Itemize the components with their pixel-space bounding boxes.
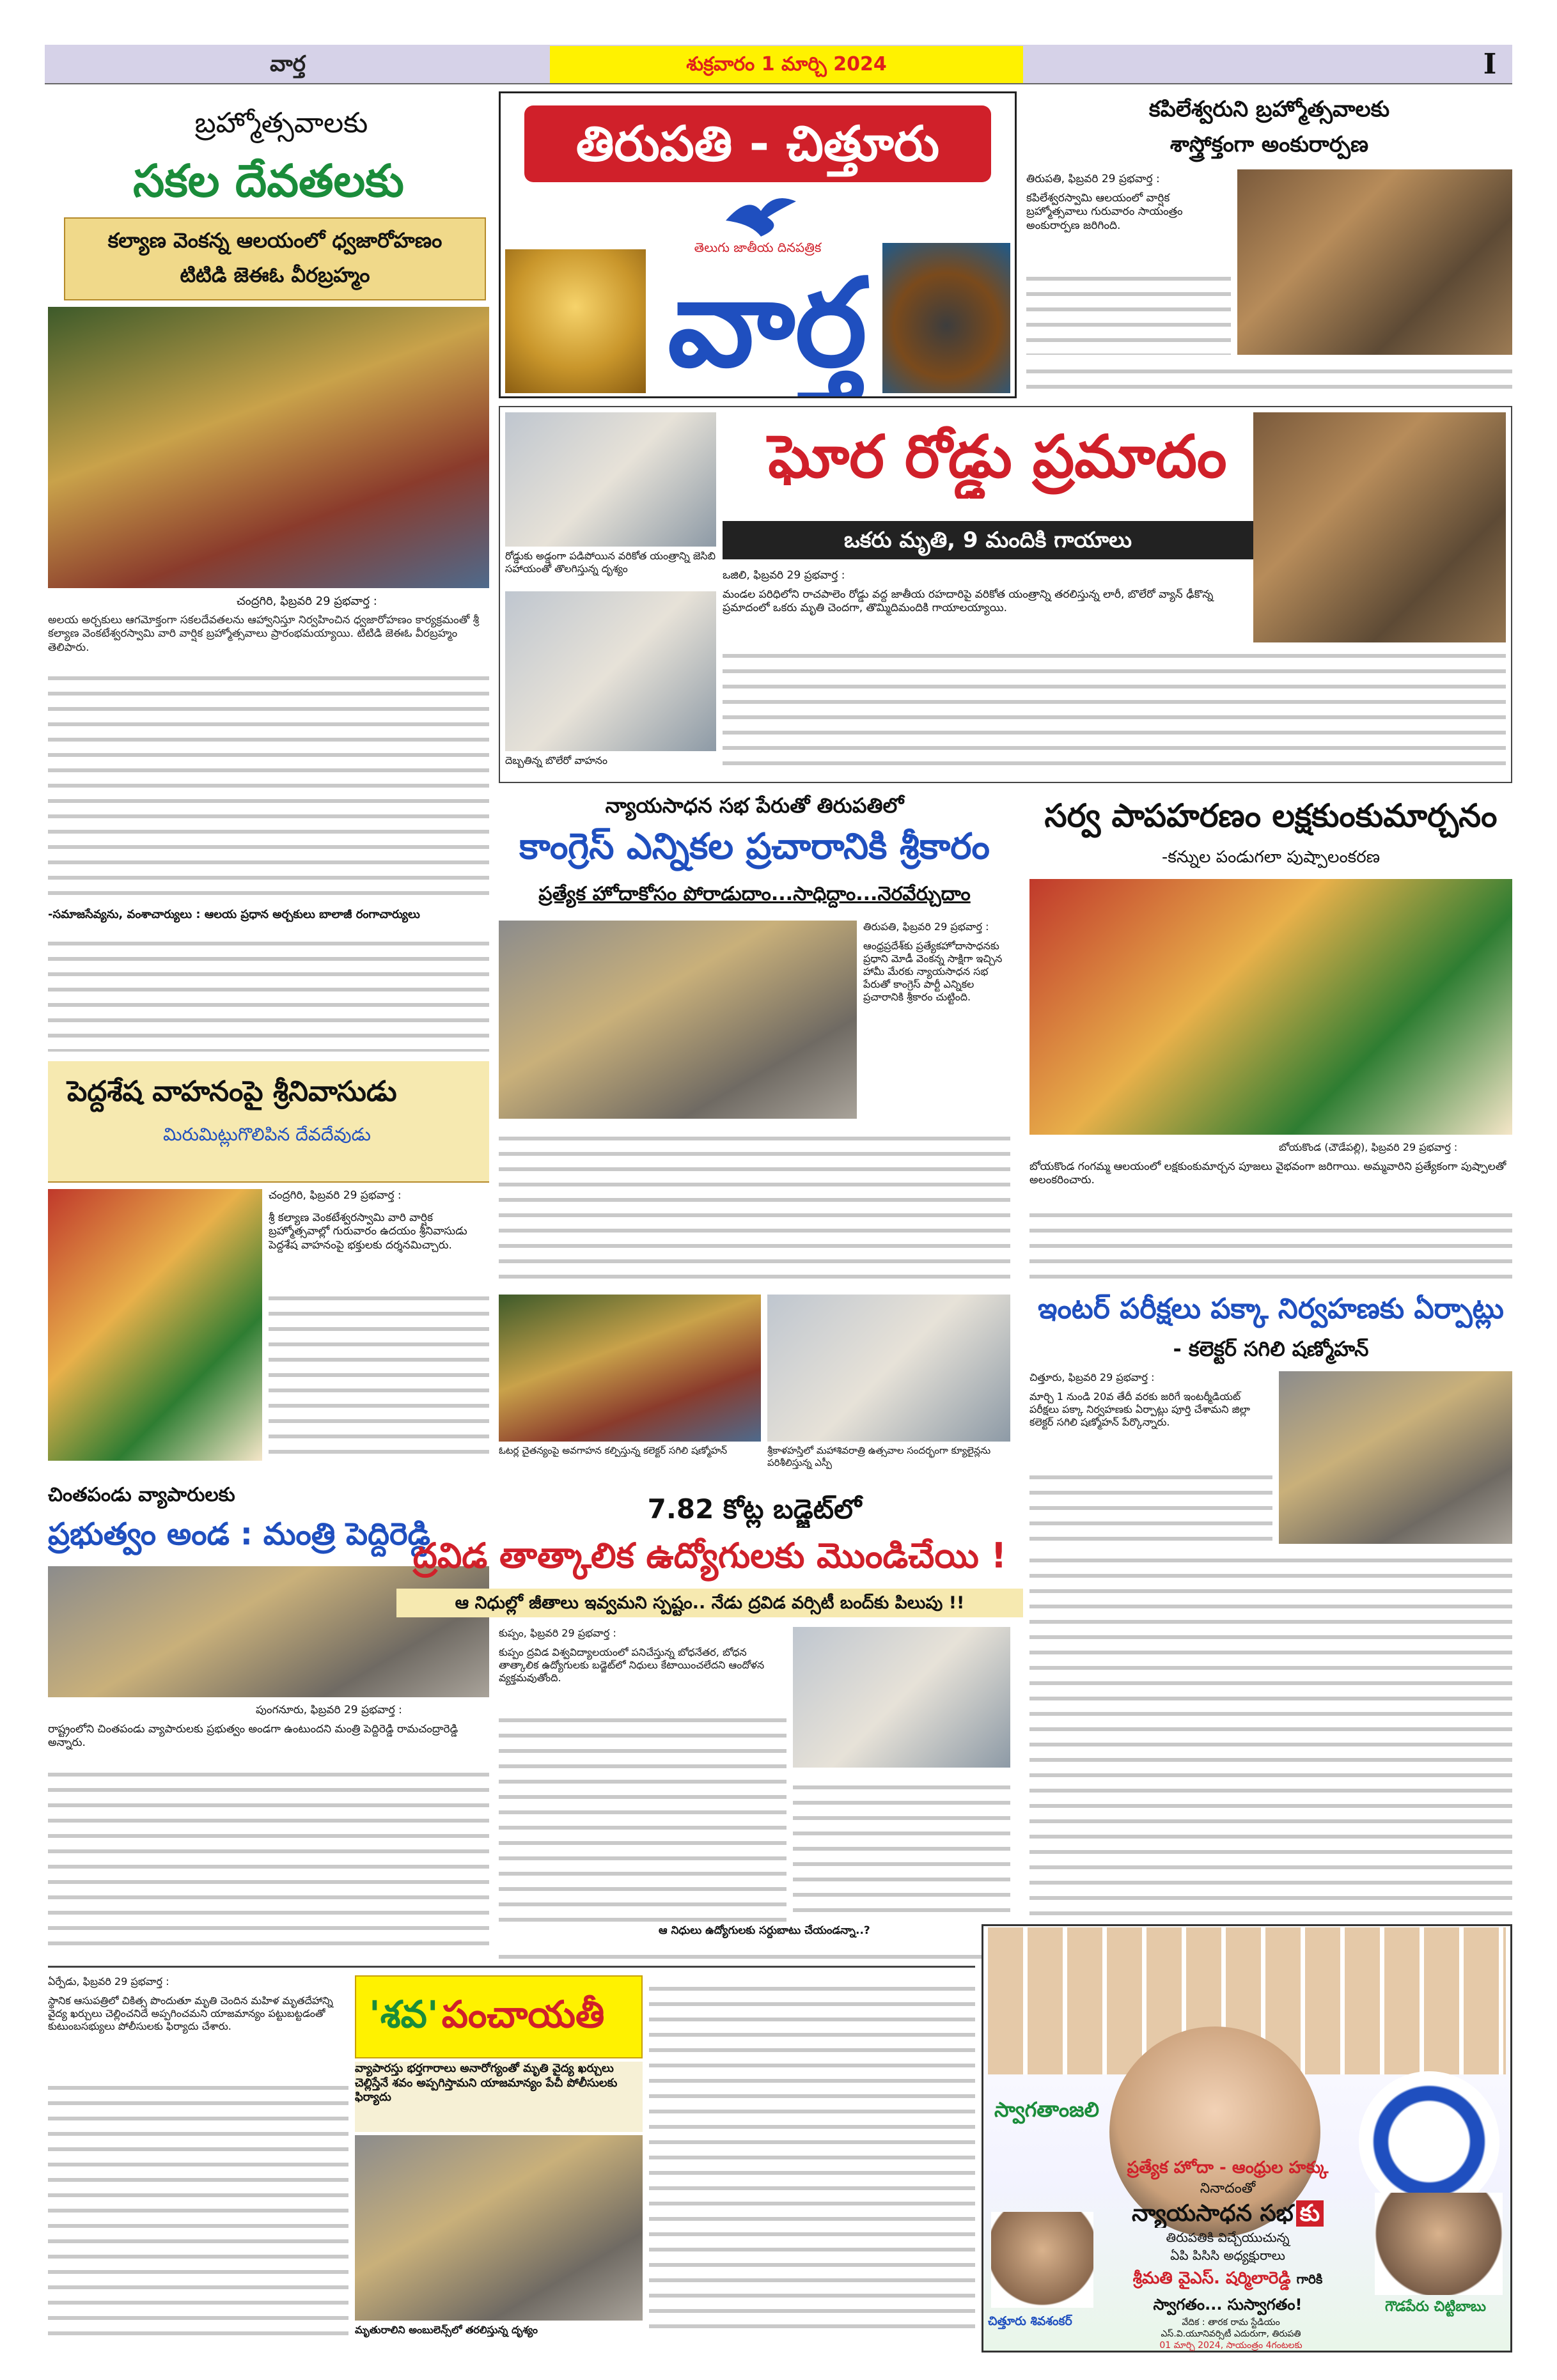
story2-dateline: చంద్రగిరి, ఫిబ్రవరి 29 ప్రభవార్త :: [269, 1189, 402, 1202]
story10-headline-a: 'శవ': [369, 1993, 439, 2036]
story9-body-placeholder: [499, 1707, 786, 1924]
story6-body: ఆంధ్రప్రదేశ్‌కు ప్రత్యేకహోదాసాధనకు ప్రధాని మోడీ వెంకన్న సాక్షిగా ఇచ్చిన హామీ మేరకు న్యాయసాధన సభ పేరుతో కాంగ్రెస్ పార్టీ ఎన్నికల ప్రచారానికి శ్రీకారం చుట్టింది.: [863, 940, 1003, 1003]
story1-subhead-line2: టిటిడి జెఈఓ వీరబ్రహ్మం: [180, 263, 370, 287]
story8-headline: ఇంటర్ పరీక్షలు పక్కా నిర్వహణకు ఏర్పాట్లు: [1038, 1293, 1504, 1325]
story5-dateline: ఒజిలి, ఫిబ్రవరి 29 ప్రభవార్త :: [723, 569, 845, 582]
story1-headline: సకల దేవతలకు: [133, 155, 404, 207]
ad-line6-suffix: గారికి: [1296, 2271, 1323, 2287]
story5-subhead: ఒకరు మృతి, 9 మందికి గాయాలు: [723, 521, 1253, 559]
story3-dateline: పుంగనూరు, ఫిబ్రవరి 29 ప్రభవార్త :: [256, 1704, 402, 1716]
story9-photo: [793, 1627, 1010, 1768]
ad-line7: స్వాగతం... సుస్వాగతం!: [1153, 2296, 1303, 2314]
story1-body: అలయ అర్చకులు ఆగమోక్తంగా సకలదేవతలను ఆహ్వానిస్తూ నిర్వహించిన ధ్వజారోహణం కార్యక్రమంతో శ్రీ కల్యాణ వెంకటేశ్వరస్వామి వారి వార్షిక బ్రహ్మోత్సవాలు ప్రారంభమయ్యాయి. టిటిడి జెఈఓ వీరబ్రహ్మం తెలిపారు.: [48, 614, 480, 654]
story4-dateline: తిరుపతి, ఫిబ్రవరి 29 ప్రభవార్త :: [1026, 173, 1160, 185]
edition-title: తిరుపతి - చిత్తూరు: [524, 105, 991, 182]
congress-hand-icon: [1359, 2071, 1499, 2212]
story10-body-placeholder: [48, 2074, 348, 2337]
story4-photo: [1237, 169, 1512, 355]
story7-body-placeholder: [1029, 1202, 1512, 1279]
ad-venue2: ఎస్.వి.యూనివర్సిటీ ఎదురుగా, తిరుపతి: [1161, 2329, 1301, 2339]
story4-headline: కపిలేశ్వరుని బ్రహ్మోత్సవాలకు: [1148, 97, 1390, 122]
story7-body: బోయకొండ గంగమ్మ ఆలయంలో లక్షకుంకుమార్చన పూజలు వైభవంగా జరిగాయి. అమ్మవారిని ప్రత్యేకంగా పుష్పాలతో అలంకరించారు.: [1029, 1160, 1506, 1187]
story5-headline: ఘోర రోడ్డు ప్రమాదం: [768, 423, 1227, 491]
story1-dateline: చంద్రగిరి, ఫిబ్రవరి 29 ప్రభవార్త :: [237, 595, 377, 608]
ad-name-left: చిత్తూరు శివశంకర్: [988, 2314, 1072, 2328]
temple-gopuram-image: [505, 249, 646, 393]
story6-caption1: ఓటర్ల చైతన్యంపై అవగాహన కల్పిస్తున్న కలెక్టర్ సగిలి షణ్మోహన్: [499, 1445, 728, 1456]
story1-body-placeholder: [48, 665, 489, 901]
story9-kicker: 7.82 కోట్ల బడ్జెట్‌లో: [647, 1493, 862, 1525]
story6-dateline: తిరుపతి, ఫిబ్రవరి 29 ప్రభవార్త :: [863, 921, 989, 933]
story2-photo: [48, 1189, 262, 1461]
ad-line3: [1100, 2199, 1356, 2228]
story5-photo1: [505, 412, 716, 547]
story6-photo: [499, 921, 857, 1119]
story6-headline: కాంగ్రెస్ ఎన్నికల ప్రచారానికి శ్రీకారం: [519, 826, 990, 867]
story1-kicker: బ్రహ్మోత్సవాలకు: [194, 107, 368, 139]
ad-name-right: గౌడపేరు చిట్టిబాబు: [1384, 2299, 1487, 2315]
story3-body-placeholder: [48, 1761, 489, 1956]
ad-line2: నినాదంతో: [1200, 2181, 1256, 2197]
deity-image: [882, 243, 1010, 393]
ad-line4: తిరుపతికి విచ్చేయుచున్న: [1166, 2230, 1290, 2245]
story1-subhead-line1: కల్యాణ వెంకన్న ఆలయంలో ధ్వజారోహణం: [107, 228, 442, 253]
story4-tail-placeholder: [1026, 358, 1512, 396]
story10-headline-box: [355, 1975, 643, 2058]
story3-headline: ప్రభుత్వం అండ : మంత్రి పెద్దిరెడ్డి: [48, 1516, 431, 1552]
story9-subhead: ఆ నిధుల్లో జీతాలు ఇవ్వమని స్పష్టం.. నేడు ద్రవిడ వర్సిటీ బంద్‌కు పిలుపు !!: [396, 1589, 1023, 1617]
story5-body: మండల పరిధిలోని రాచపాలెం రోడ్డు వద్ద జాతీయ రహదారిపై వరికోత యంత్రాన్ని తరలిస్తున్న లారీ, బొలేరో వ్యాన్ ఢీకొన్న ప్రమాదంలో ఒకరు మృతి చెందగా, తొమ్మిదిమందికి గాయాలయ్యాయి.: [723, 588, 1214, 615]
story10-photo: [355, 2135, 643, 2321]
ad-line3-main: న్యాయసాధన సభ: [1131, 2200, 1294, 2227]
story1-body2-placeholder: [48, 930, 489, 1052]
tagline: తెలుగు జాతీయ దినపత్రిక: [694, 240, 822, 255]
divider-bottom: [48, 1966, 975, 1968]
story9-body-tail: [499, 1943, 1010, 1963]
story6-body-placeholder: [499, 1125, 1010, 1285]
story5-body-placeholder: [723, 642, 1506, 777]
story4-body: కపిలేశ్వరస్వామి ఆలయంలో వార్షిక బ్రహ్మోత్సవాలు గురువారం సాయంత్రం అంకురార్పణ జరిగింది.: [1026, 192, 1183, 232]
story9-body-placeholder2: [793, 1774, 1010, 1921]
ad-line3-suffix: కు: [1296, 2200, 1324, 2227]
story8-photo: [1279, 1371, 1512, 1544]
story3-kicker: చింతపండు వ్యాపారులకు: [48, 1484, 235, 1506]
story5-photo3: [1253, 412, 1506, 658]
ad-right-portrait: [1375, 2193, 1503, 2295]
story3-photo: [48, 1566, 489, 1697]
story7-headline: సర్వ పాపహరణం లక్షకుంకుమార్చనం: [1044, 797, 1498, 834]
story10-subhead: వ్యాపారస్తు భర్తగారాలు అనారోగ్యంతో మృతి వైద్య ఖర్చులు చెల్లిస్తేనే శవం అప్పగిస్తామని యాజమాన్యం పేచీ పోలీసులకు ఫిర్యాదు: [355, 2062, 643, 2132]
story9-inline-subhead: ఆ నిధులు ఉద్యోగులకు సర్దుబాటు చేయండన్నా..?: [659, 1924, 870, 1937]
ad-line1: ప్రత్యేక హోదా - ఆంధ్రుల హక్కు: [1127, 2158, 1329, 2177]
story1-photo: [48, 307, 489, 588]
story5-caption2: దెబ్బతిన్న బొలేరో వాహనం: [505, 754, 607, 766]
story6-photo2: [499, 1295, 761, 1442]
ad-line6-main: శ్రీమతి వైఎస్. షర్మిలారెడ్డి: [1132, 2269, 1291, 2288]
story10-caption: మృతురాలిని అంబులెన్స్‌లో తరలిస్తున్న దృశ్యం: [355, 2324, 538, 2336]
story8-body: మార్చి 1 నుండి 20వ తేదీ వరకు జరిగే ఇంటర్మీడియట్ పరీక్షలు పక్కా నిర్వహణకు ఏర్పాట్లు పూర్తి చేశామని జిల్లా కలెక్టర్ సగిలి షణ్మోహన్ పేర్కొన్నారు.: [1029, 1390, 1251, 1428]
dove-icon: [723, 189, 799, 240]
story2-head-box: [48, 1061, 489, 1183]
issue-date: శుక్రవారం 1 మార్చి 2024: [550, 46, 1023, 83]
story10-body-placeholder2: [649, 1975, 975, 2340]
story7-subhead: -కన్నుల పండుగలా పుష్పాలంకరణ: [1161, 848, 1381, 867]
ad-welcome: స్వాగతాంజలి: [994, 2097, 1100, 2122]
story7-dateline: బోయకొండ (చౌడేపల్లి), ఫిబ్రవరి 29 ప్రభవార్త :: [1279, 1141, 1458, 1153]
page-number: I: [1483, 48, 1497, 81]
story8-subhead: - కలెక్టర్ సగిలి షణ్మోహన్: [1173, 1337, 1369, 1361]
story10-body: స్థానిక ఆసుపత్రిలో చికిత్స పొందుతూ మృతి చెందిన మహిళ మృతదేహాన్ని వైద్య ఖర్చులు చెల్లించనిదే అప్పగించమని యాజమాన్యం పట్టుబట్టడంతో కుటుంబసభ్యులు పోలీసులకు ఫిర్యాదు చేశారు.: [48, 1995, 333, 2032]
story9-headline: ద్రవిడ తాత్కాలిక ఉద్యోగులకు మొండిచేయి !: [412, 1536, 1007, 1576]
story4-headline2: శాస్త్రోక్తంగా అంకురార్పణ: [1170, 132, 1369, 157]
story2-body: శ్రీ కల్యాణ వెంకటేశ్వరస్వామి వారి వార్షిక బ్రహ్మోత్సవాల్లో గురువారం ఉదయం శ్రీనివాసుడు పెద్దశేష వాహనంపై భక్తులకు దర్శనమిచ్చారు.: [269, 1211, 467, 1252]
story5-photo2: [505, 591, 716, 751]
mini-logo: వార్త: [270, 51, 306, 77]
story2-headline: పెద్దశేష వాహనంపై శ్రీనివాసుడు: [67, 1075, 397, 1108]
story6-caption2: శ్రీకాళహస్తిలో మహాశివరాత్రి ఉత్సవాల సందర్భంగా క్యూలైన్లను పరిశీలిస్తున్న ఎస్పీ: [767, 1445, 991, 1468]
story8-dateline: చిత్తూరు, ఫిబ్రవరి 29 ప్రభవార్త :: [1029, 1371, 1155, 1383]
ad-line5: ఏపి పిసిసి అధ్యక్షురాలు: [1170, 2248, 1285, 2263]
masthead-logo: వార్త: [668, 251, 867, 394]
ad-venue3: 01 మార్చి 2024, సాయంత్రం 4గంటలకు: [1159, 2340, 1303, 2351]
story5-caption1: రోడ్డుకు అడ్డంగా పడిపోయిన వరికోత యంత్రాన్ని జెసిబి సహాయంతో తొలగిస్తున్న దృశ్యం: [505, 550, 716, 575]
story6-subhead: ప్రత్యేక హోదాకోసం పోరాడుదాం...సాధిద్దాం...నెరవేర్చుదాం: [538, 883, 971, 905]
story6-kicker: న్యాయసాధన సభ పేరుతో తిరుపతిలో: [605, 793, 904, 818]
story10-dateline: ఏర్పేడు, ఫిబ్రవరి 29 ప్రభవార్త :: [48, 1975, 169, 1987]
story1-subhead-box: [64, 217, 486, 300]
ad-left-portrait: [991, 2212, 1093, 2308]
story3-body: రాష్ట్రంలోని చింతపండు వ్యాపారులకు ప్రభుత్వం అండగా ఉంటుందని మంత్రి పెద్దిరెడ్డి రామచంద్రారెడ్డి అన్నారు.: [48, 1723, 458, 1750]
story4-body-placeholder: [1026, 265, 1231, 355]
ad-venue1: వేదిక : తారక రామ స్టేడియం: [1182, 2317, 1280, 2328]
ad-line6: [1100, 2268, 1356, 2292]
story6-photo3: [767, 1295, 1010, 1442]
story2-subhead: మిరుమిట్లుగొలిపిన దేవదేవుడు: [163, 1124, 371, 1145]
story2-body-placeholder: [269, 1285, 489, 1461]
story8-body-placeholder2: [1029, 1547, 1512, 1921]
story1-byline: -సమాజసేవ్యను, వంశాచార్యులు : ఆలయ ప్రధాన అర్చకులు బాలాజీ రంగాచార్యులు: [48, 908, 420, 921]
story8-body-placeholder: [1029, 1464, 1272, 1544]
story9-dateline: కుప్పం, ఫిబ్రవరి 29 ప్రభవార్త :: [499, 1627, 616, 1639]
story9-body: కుప్పం ద్రవిడ విశ్వవిద్యాలయంలో పనిచేస్తున్న బోధనేతర, బోధన తాత్కాలిక ఉద్యోగులకు బడ్జెట్‌లో నిధులు కేటాయించలేదని ఆందోళన వ్యక్తమవుతోంది.: [499, 1646, 765, 1684]
story7-photo: [1029, 879, 1512, 1135]
story10-headline-b: పంచాయతీ: [441, 1993, 605, 2036]
